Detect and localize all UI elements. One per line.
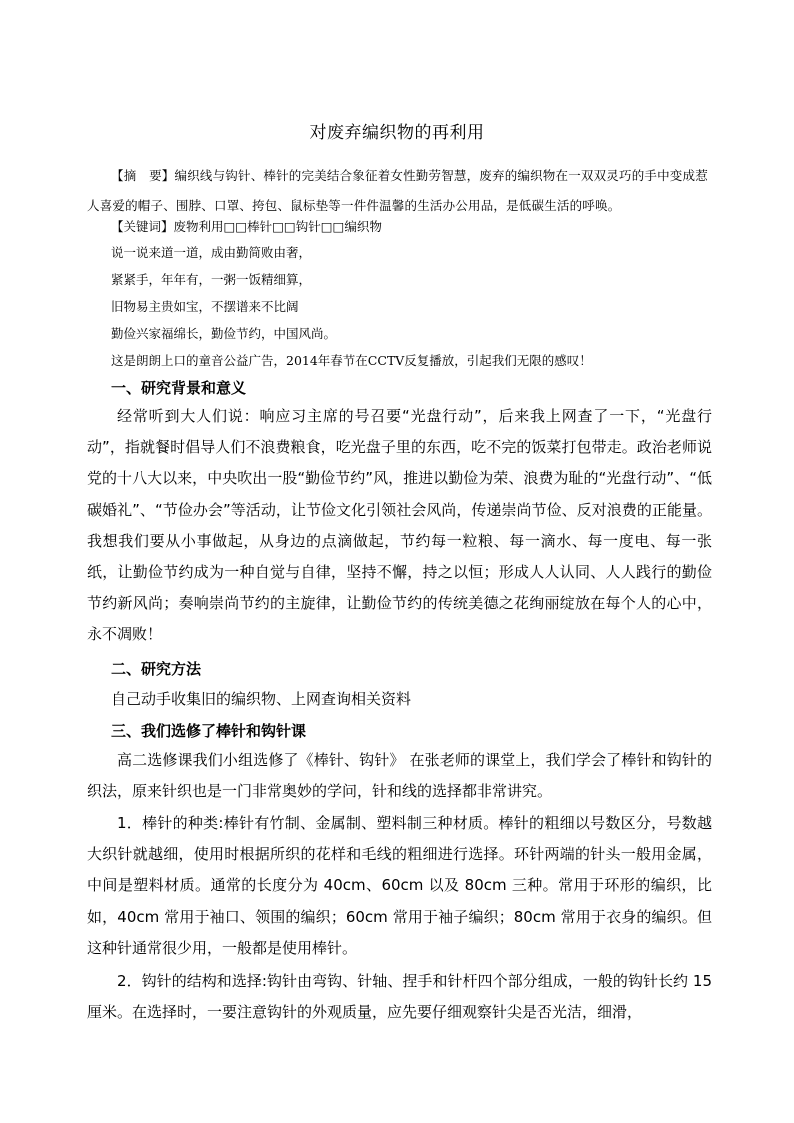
poem-line-2: 紧紧手，年年有，一粥一饭精细算， [111, 272, 312, 287]
poem-line-3: 旧物易主贵如宝，不摆谱来不比阔 [111, 299, 299, 314]
section2-heading: 二、研究方法 [111, 660, 202, 678]
section3-paragraph: 高二选修课我们小组选修了《棒针、钩针》 在张老师的课堂上，我们学会了棒针和钩针的织法，原来针织也是一门非常奥妙的学问，针和线的选择都非常讲究。 [87, 751, 712, 801]
item1-label: 1．棒针的种类: [117, 814, 224, 832]
item1-paragraph [87, 808, 712, 964]
section1-heading: 一、研究背景和意义 [111, 379, 247, 397]
section1-paragraph: 经常听到大人们说：响应习主席的号召要“光盘行动”，后来我上网查了一下，“光盘行动”，指就餐时倡导人们不浪费粮食，吃光盘子里的东西，吃不完的饭菜打包带走。政治老师说 党的十八大以来，中央吹出一股“勤俭节约”风，推进以勤俭为荣、浪费为耻的“光盘行动”、“低碳婚礼”、“节俭办会”等活动，让节俭文化引领社会风尚，传递崇尚节俭、反对浪费的正能量。我想我们要从小事做起，从身边的点滴做起，节约每一粒粮、每一滴水、每一度电、每一张纸，让勤俭节约成为一种自觉与自律，坚持不懈，持之以恒；形成人人认同、人人践行的勤俭节约新风尚；奏响崇尚节约的主旋律，让勤俭节约的传统美德之花绚丽绽放在每个人的心中，永不凋败！ [87, 407, 712, 644]
document-title: 对废弃编织物的再利用 [309, 123, 485, 143]
keywords: 【关键词】废物利用□□棒针□□钩针□□编织物 [111, 219, 382, 234]
poem-line-1: 说一说来道一道，成由勤简败由奢， [111, 245, 312, 260]
item2-paragraph [87, 966, 712, 1028]
item1-text: 棒针有竹制、金属制、塑料制三种材质。棒针的粗细以号数区分，号数越大织针就越细，使用时根据所织的花样和毛线的粗细进行选择。环针两端的针头一般用金属，中间是塑料材质。通常的长度分为 40cm、60cm 以及 80cm 三种。常用于环形的编织，比如，40cm 常用于袖口、领围的编织；60cm 常用于袖子编织；80cm 常用于衣身的编织。但这种针通常很少用，一般都是使用棒针。 [87, 814, 712, 957]
section3-heading: 三、我们选修了棒针和钩针课 [111, 722, 307, 740]
abstract: 【摘 要】编织线与钩针、棒针的完美结合象征着女性勤劳智慧，废弃的编织物在一双双灵巧的手中变成惹人喜爱的帽子、围脖、口罩、挎包、鼠标垫等一件件温馨的生活办公用品，是低碳生活的呼唤。 [87, 168, 708, 213]
poem-line-5: 这是朗朗上口的童音公益广告，2014年春节在CCTV反复播放，引起我们无限的感叹！ [111, 353, 592, 368]
item2-label: 2．钩针的结构和选择: [117, 972, 267, 990]
item2-text: 钩针由弯钩、针轴、捏手和针杆四个部分组成，一般的钩针长约 15 厘米。在选择时，一要注意钩针的外观质量，应先要仔细观察针尖是否光洁，细滑， [87, 972, 712, 1022]
poem-line-4: 勤俭兴家福绵长，勤俭节约，中国风尚。 [111, 326, 337, 341]
section2-paragraph: 自己动手收集旧的编织物、上网查询相关资料 [111, 690, 412, 708]
